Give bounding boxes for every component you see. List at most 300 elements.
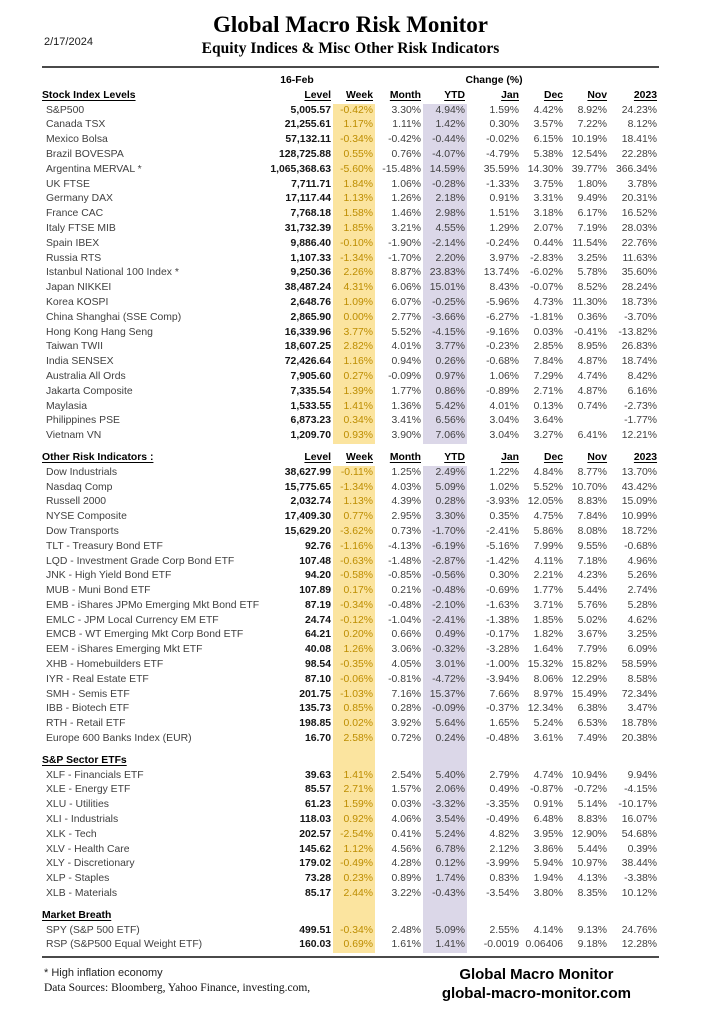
cell-jan: 35.59% xyxy=(483,163,519,175)
cell-level: 92.76 xyxy=(304,540,331,552)
row-label: Mexico Bolsa xyxy=(46,134,108,146)
cell-nov: 9.55% xyxy=(577,540,608,552)
cell-y2023: -0.68% xyxy=(624,540,658,552)
cell-level: 128,725.88 xyxy=(278,148,331,160)
cell-dec: 14.30% xyxy=(527,163,564,175)
cell-nov: 6.17% xyxy=(577,208,608,220)
cell-jan: -0.37% xyxy=(486,703,519,715)
cell-ytd: -3.66% xyxy=(423,311,467,326)
cell-y2023: 3.78% xyxy=(627,178,658,190)
cell-month: 3.06% xyxy=(391,644,421,656)
table-row xyxy=(42,569,659,584)
cell-y2023: 11.63% xyxy=(622,252,658,264)
cell-ytd: 1.41% xyxy=(423,938,467,953)
cell-y2023: 2.74% xyxy=(627,585,658,597)
section-header-empty xyxy=(261,754,333,769)
cell-jan: -6.27% xyxy=(486,311,519,323)
cell-nov: 7.84% xyxy=(577,511,608,523)
cell-ytd: 3.77% xyxy=(423,340,467,355)
cell-month: -4.13% xyxy=(388,540,421,552)
cell-ytd: 4.55% xyxy=(423,222,467,237)
row-label: Korea KOSPI xyxy=(46,296,109,308)
cell-dec: 2.21% xyxy=(533,570,564,582)
cell-dec: -6.02% xyxy=(530,267,564,279)
table-row xyxy=(42,658,659,673)
cell-dec: 12.05% xyxy=(527,496,564,508)
report-footer xyxy=(42,963,659,1004)
cell-week: 0.02% xyxy=(333,717,375,732)
cell-jan: -1.42% xyxy=(486,555,519,567)
table-row xyxy=(42,326,659,341)
cell-level: 61.23 xyxy=(304,799,331,811)
cell-week: -1.03% xyxy=(333,688,375,703)
cell-level: 17,409.30 xyxy=(284,511,331,523)
cell-dec: 0.91% xyxy=(533,799,564,811)
cell-nov: 10.19% xyxy=(571,134,608,146)
cell-y2023: -13.82% xyxy=(618,326,658,338)
cell-dec: -2.83% xyxy=(530,252,564,264)
table-row xyxy=(42,192,659,207)
cell-ytd: 0.97% xyxy=(423,370,467,385)
cell-month: 4.39% xyxy=(391,496,421,508)
cell-nov: 8.08% xyxy=(577,525,608,537)
row-label: Canada TSX xyxy=(46,119,106,131)
cell-jan: 13.74% xyxy=(483,267,519,279)
cell-y2023: 18.73% xyxy=(621,296,658,308)
table-row xyxy=(42,798,659,813)
section-header-empty xyxy=(565,754,609,769)
brand-name: Global Macro Monitor xyxy=(459,966,614,984)
row-label: EMLC - JPM Local Currency EM ETF xyxy=(46,614,219,626)
cell-ytd: 0.12% xyxy=(423,857,467,872)
cell-month: 0.03% xyxy=(391,799,421,811)
cell-month: 0.72% xyxy=(391,733,421,745)
risk-table xyxy=(42,74,659,953)
cell-nov: 12.54% xyxy=(571,148,608,160)
cell-y2023: 54.68% xyxy=(621,828,658,840)
cell-nov: 15.82% xyxy=(571,659,608,671)
cell-week: -0.11% xyxy=(333,466,375,481)
cell-nov: 15.49% xyxy=(571,688,608,700)
cell-level: 9,250.36 xyxy=(290,267,331,279)
row-label: XLU - Utilities xyxy=(46,799,109,811)
cell-nov: 4.74% xyxy=(577,370,608,382)
cell-dec: 1.77% xyxy=(533,585,564,597)
cell-ytd: 2.18% xyxy=(423,192,467,207)
cell-level: 64.21 xyxy=(304,629,331,641)
section-header-empty xyxy=(521,754,565,769)
cell-ytd: -0.09% xyxy=(423,702,467,717)
risk-table-body xyxy=(42,74,659,953)
cell-dec: 5.94% xyxy=(533,858,564,870)
spacer-cell xyxy=(375,444,423,451)
row-label: Hong Kong Hang Seng xyxy=(46,326,153,338)
cell-week: -0.58% xyxy=(333,569,375,584)
row-label: Nasdaq Comp xyxy=(46,481,113,493)
cell-dec: 15.32% xyxy=(527,659,564,671)
cell-dec: 5.38% xyxy=(533,148,564,160)
cell-jan: 2.12% xyxy=(489,843,519,855)
section-header-empty xyxy=(333,909,375,924)
cell-level: 39.63 xyxy=(304,769,331,781)
column-header-month: Month xyxy=(389,89,421,101)
cell-y2023: 0.39% xyxy=(627,843,658,855)
cell-y2023: 43.42% xyxy=(621,481,658,493)
cell-month: 1.06% xyxy=(391,178,421,190)
cell-month: 0.21% xyxy=(391,585,421,597)
cell-ytd: -2.87% xyxy=(423,555,467,570)
table-row xyxy=(42,614,659,629)
cell-level: 18,607.25 xyxy=(284,341,331,353)
cell-nov: 5.02% xyxy=(577,614,608,626)
cell-month: 1.11% xyxy=(392,119,421,131)
cell-level: 21,255.61 xyxy=(284,119,331,131)
cell-week: 1.41% xyxy=(333,769,375,784)
row-label: XLE - Energy ETF xyxy=(46,784,131,796)
row-label: India SENSEX xyxy=(46,356,114,368)
row-label: RTH - Retail ETF xyxy=(46,718,126,730)
report-date: 2/17/2024 xyxy=(44,36,93,48)
cell-nov: 7.19% xyxy=(577,222,608,234)
cell-week: 0.27% xyxy=(333,370,375,385)
spacer-cell xyxy=(609,444,659,451)
cell-dec: 4.42% xyxy=(533,104,564,116)
cell-y2023: 72.34% xyxy=(621,688,658,700)
cell-month: 2.48% xyxy=(391,924,421,936)
cell-nov: 8.77% xyxy=(577,466,608,478)
cell-dec: 2.71% xyxy=(533,385,564,397)
cell-month: 1.25% xyxy=(391,466,421,478)
cell-dec: 6.15% xyxy=(533,134,564,146)
cell-week: 0.92% xyxy=(333,813,375,828)
table-row xyxy=(42,924,659,939)
cell-dec: 3.18% xyxy=(533,208,564,220)
cell-week: 0.77% xyxy=(333,510,375,525)
cell-ytd: -0.48% xyxy=(423,584,467,599)
section-header-empty xyxy=(609,909,659,924)
cell-jan: -0.89% xyxy=(486,385,519,397)
cell-dec: 12.34% xyxy=(527,703,564,715)
row-label: TLT - Treasury Bond ETF xyxy=(46,540,163,552)
table-row xyxy=(42,429,659,444)
cell-y2023: -3.38% xyxy=(624,873,658,885)
cell-jan: 4.01% xyxy=(489,400,519,412)
cell-jan: -2.41% xyxy=(486,525,519,537)
cell-nov: 9.18% xyxy=(577,939,608,951)
cell-dec: 6.48% xyxy=(533,814,564,826)
cell-jan: -3.35% xyxy=(486,799,519,811)
cell-jan: 1.02% xyxy=(489,481,519,493)
spacer-cell xyxy=(423,747,467,754)
row-label: XLY - Discretionary xyxy=(46,858,135,870)
cell-level: 17,117.44 xyxy=(285,193,331,205)
spacer-cell xyxy=(521,902,565,909)
brand-block xyxy=(442,966,631,1004)
cell-month: 0.73% xyxy=(391,525,421,537)
cell-y2023: 20.38% xyxy=(621,733,658,745)
cell-y2023: 24.23% xyxy=(621,104,658,116)
cell-jan: 0.91% xyxy=(489,193,519,205)
cell-dec: 7.29% xyxy=(533,370,564,382)
cell-jan: 2.55% xyxy=(489,924,519,936)
cell-jan: 2.79% xyxy=(489,769,519,781)
cell-level: 2,032.74 xyxy=(290,496,331,508)
row-label: EMB - iShares JPMo Emerging Mkt Bond ETF xyxy=(46,599,260,611)
cell-month: 3.30% xyxy=(391,104,421,116)
cell-jan: 1.06% xyxy=(489,370,519,382)
cell-jan: 3.97% xyxy=(489,252,519,264)
table-row xyxy=(42,466,659,481)
cell-ytd: 7.06% xyxy=(423,429,467,444)
row-label: Vietnam VN xyxy=(46,430,102,442)
cell-ytd: 5.40% xyxy=(423,769,467,784)
super-header-empty xyxy=(42,74,261,89)
cell-ytd: 3.01% xyxy=(423,658,467,673)
cell-dec: 3.57% xyxy=(533,119,564,131)
cell-week: 1.13% xyxy=(333,495,375,510)
cell-ytd: 0.26% xyxy=(423,355,467,370)
row-label: Spain IBEX xyxy=(46,237,100,249)
cell-ytd: -3.32% xyxy=(423,798,467,813)
section-header-empty xyxy=(467,754,521,769)
table-row xyxy=(42,118,659,133)
cell-dec: 0.06406 xyxy=(525,939,564,951)
cell-level: 135.73 xyxy=(299,703,331,715)
cell-level: 16,339.96 xyxy=(284,326,331,338)
cell-dec: 5.52% xyxy=(533,481,564,493)
table-row xyxy=(42,414,659,429)
cell-nov: 10.97% xyxy=(571,858,608,870)
cell-jan: -0.68% xyxy=(486,356,519,368)
cell-nov: 8.83% xyxy=(577,496,608,508)
cell-ytd: -6.19% xyxy=(423,540,467,555)
cell-y2023: 38.44% xyxy=(621,858,658,870)
cell-level: 179.02 xyxy=(299,858,331,870)
cell-y2023: 16.52% xyxy=(621,208,658,220)
cell-week: -0.35% xyxy=(333,658,375,673)
cell-nov: 8.92% xyxy=(577,104,608,116)
cell-nov: 8.52% xyxy=(577,282,608,294)
column-header-month: Month xyxy=(389,451,421,463)
cell-jan: -0.17% xyxy=(486,629,519,641)
cell-month: 2.54% xyxy=(391,769,421,781)
cell-jan: -3.94% xyxy=(486,673,519,685)
cell-y2023: 8.42% xyxy=(627,370,658,382)
cell-month: 1.77% xyxy=(391,385,421,397)
cell-nov: 11.54% xyxy=(572,237,608,249)
cell-ytd: 5.42% xyxy=(423,400,467,415)
cell-month: 4.28% xyxy=(391,858,421,870)
cell-level: 145.62 xyxy=(299,843,331,855)
row-label: XLP - Staples xyxy=(46,873,110,885)
cell-month: 4.01% xyxy=(391,341,421,353)
cell-y2023: 22.76% xyxy=(621,237,658,249)
cell-nov: 4.87% xyxy=(577,385,608,397)
cell-month: 2.95% xyxy=(391,511,421,523)
table-row xyxy=(42,178,659,193)
cell-jan: -5.16% xyxy=(486,540,519,552)
table-row xyxy=(42,133,659,148)
cell-nov: -0.72% xyxy=(574,784,608,796)
cell-jan: 1.22% xyxy=(489,466,519,478)
cell-level: 7,335.54 xyxy=(290,385,331,397)
cell-ytd: 3.30% xyxy=(423,510,467,525)
table-row xyxy=(42,643,659,658)
cell-ytd: -0.43% xyxy=(423,887,467,902)
spacer-cell xyxy=(609,902,659,909)
cell-jan: 0.83% xyxy=(489,873,519,885)
cell-level: 7,768.18 xyxy=(290,208,331,220)
cell-y2023: 24.76% xyxy=(621,924,658,936)
cell-level: 94.20 xyxy=(304,570,331,582)
cell-jan: -4.79% xyxy=(486,148,519,160)
change-pct-header: Change (%) xyxy=(465,75,523,86)
page-title: Global Macro Risk Monitor xyxy=(213,12,488,37)
cell-ytd: -2.14% xyxy=(423,237,467,252)
section-header-row xyxy=(42,909,659,924)
cell-y2023: 6.09% xyxy=(627,644,658,656)
cell-level: 38,627.99 xyxy=(284,466,331,478)
section-title: Other Risk Indicators : xyxy=(42,451,154,463)
cell-level: 7,711.71 xyxy=(291,178,331,190)
cell-y2023: 6.16% xyxy=(627,385,658,397)
cell-dec: 0.44% xyxy=(533,237,564,249)
cell-nov: 5.44% xyxy=(577,585,608,597)
cell-ytd: 0.24% xyxy=(423,732,467,747)
cell-week: 0.00% xyxy=(333,311,375,326)
cell-month: 2.77% xyxy=(391,311,421,323)
cell-dec: 4.14% xyxy=(533,924,564,936)
cell-dec: 1.64% xyxy=(533,644,564,656)
cell-nov: 12.90% xyxy=(571,828,608,840)
cell-nov: 5.44% xyxy=(577,843,608,855)
cell-month: 0.66% xyxy=(391,629,421,641)
column-header-y2023: 2023 xyxy=(633,89,658,101)
cell-y2023: 10.99% xyxy=(621,511,658,523)
cell-month: -1.48% xyxy=(388,555,421,567)
cell-week: 1.16% xyxy=(333,355,375,370)
cell-jan: 1.29% xyxy=(489,222,519,234)
cell-ytd: 15.01% xyxy=(423,281,467,296)
cell-level: 6,873.23 xyxy=(290,415,331,427)
cell-ytd: 3.54% xyxy=(423,813,467,828)
cell-ytd: 5.09% xyxy=(423,924,467,939)
cell-dec: 3.86% xyxy=(533,843,564,855)
column-header-y2023: 2023 xyxy=(633,451,658,463)
cell-month: -1.04% xyxy=(388,614,421,626)
cell-month: 0.28% xyxy=(391,703,421,715)
table-row xyxy=(42,510,659,525)
cell-level: 499.51 xyxy=(299,924,331,936)
cell-nov: 3.67% xyxy=(577,629,608,641)
cell-ytd: -0.28% xyxy=(423,178,467,193)
cell-dec: 7.99% xyxy=(533,540,564,552)
table-row xyxy=(42,385,659,400)
cell-y2023: 4.96% xyxy=(627,555,658,567)
cell-level: 31,732.39 xyxy=(284,222,331,234)
cell-ytd: -0.56% xyxy=(423,569,467,584)
spacer-cell xyxy=(467,902,521,909)
cell-week: 1.13% xyxy=(333,192,375,207)
cell-jan: -0.23% xyxy=(486,341,519,353)
table-row xyxy=(42,104,659,119)
cell-dec: 1.82% xyxy=(533,629,564,641)
cell-level: 198.85 xyxy=(299,718,331,730)
cell-ytd: 14.59% xyxy=(423,163,467,178)
table-row xyxy=(42,163,659,178)
cell-nov: 6.38% xyxy=(577,703,608,715)
cell-nov: 5.76% xyxy=(577,599,608,611)
cell-month: 3.22% xyxy=(391,888,421,900)
cell-week: -1.34% xyxy=(333,481,375,496)
column-header-nov: Nov xyxy=(587,451,608,463)
cell-week: 2.44% xyxy=(333,887,375,902)
cell-week: -3.62% xyxy=(333,525,375,540)
spacer-cell xyxy=(467,444,521,451)
cell-dec: 3.75% xyxy=(533,178,564,190)
row-label: MUB - Muni Bond ETF xyxy=(46,585,151,597)
cell-y2023: 13.70% xyxy=(621,466,658,478)
cell-week: 1.58% xyxy=(333,207,375,222)
cell-jan: 4.82% xyxy=(489,828,519,840)
cell-week: -0.10% xyxy=(333,237,375,252)
cell-dec: 4.84% xyxy=(533,466,564,478)
cell-level: 85.57 xyxy=(304,784,331,796)
cell-month: 5.52% xyxy=(391,326,421,338)
cell-week: -0.49% xyxy=(333,857,375,872)
table-row xyxy=(42,266,659,281)
section-header-empty xyxy=(609,754,659,769)
cell-ytd: 5.09% xyxy=(423,481,467,496)
cell-week: 2.58% xyxy=(333,732,375,747)
table-row xyxy=(42,340,659,355)
table-row xyxy=(42,355,659,370)
cell-month: 1.46% xyxy=(391,208,421,220)
cell-ytd: 4.94% xyxy=(423,104,467,119)
section-title: Market Breath xyxy=(42,909,112,921)
cell-dec: -0.87% xyxy=(530,784,564,796)
row-label: EMCB - WT Emerging Mkt Corp Bond ETF xyxy=(46,629,244,641)
table-row xyxy=(42,938,659,953)
section-header-empty xyxy=(565,909,609,924)
cell-y2023: 5.26% xyxy=(627,570,658,582)
cell-week: -0.63% xyxy=(333,555,375,570)
row-label: IBB - Biotech ETF xyxy=(46,703,130,715)
cell-nov: 3.25% xyxy=(577,252,608,264)
cell-level: 38,487.24 xyxy=(284,282,331,294)
cell-month: 0.76% xyxy=(391,148,421,160)
cell-dec: 2.07% xyxy=(533,222,564,234)
cell-month: 1.26% xyxy=(391,193,421,205)
cell-nov: -0.41% xyxy=(574,326,608,338)
spacer-cell xyxy=(261,444,333,451)
table-row xyxy=(42,584,659,599)
cell-nov: 5.78% xyxy=(577,267,608,279)
row-label: SPY (S&P 500 ETF) xyxy=(46,924,140,936)
cell-ytd: 0.49% xyxy=(423,628,467,643)
cell-nov: 7.79% xyxy=(577,644,608,656)
table-row xyxy=(42,481,659,496)
row-label: Germany DAX xyxy=(46,193,113,205)
row-label: Brazil BOVESPA xyxy=(46,148,124,160)
cell-week: 1.26% xyxy=(333,643,375,658)
row-label: France CAC xyxy=(46,208,104,220)
cell-y2023: 28.03% xyxy=(621,222,658,234)
table-row xyxy=(42,495,659,510)
cell-jan: 0.49% xyxy=(489,784,519,796)
spacer-cell xyxy=(565,444,609,451)
cell-y2023: 26.83% xyxy=(621,341,658,353)
